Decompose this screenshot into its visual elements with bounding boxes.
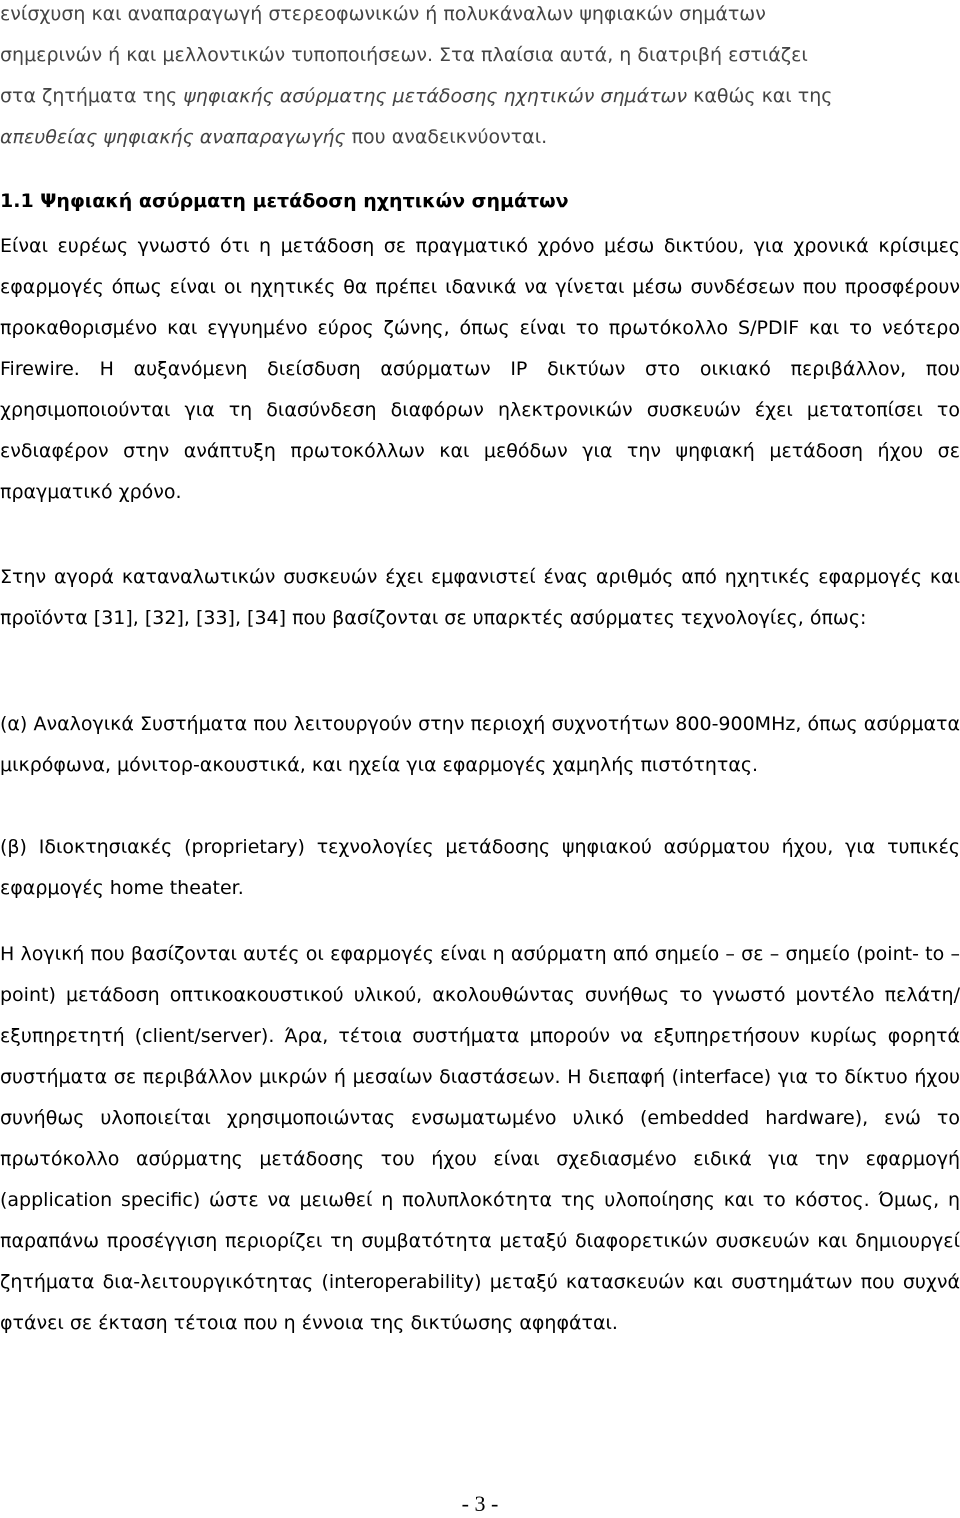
- intro-paragraph: [0, 0, 960, 158]
- paragraph-1: [0, 226, 960, 513]
- paragraph-3: [0, 934, 960, 1344]
- paragraph-2: [0, 557, 960, 639]
- list-item-text: (β) Ιδιοκτησιακές (proprietary) τεχνολογίες μετάδοσης ψηφιακού ασύρματου ήχου, για τυπικές εφαρμογές home theater.: [0, 836, 960, 899]
- intro-line: [0, 117, 960, 158]
- intro-text: ενίσχυση και αναπαραγωγή στερεοφωνικών ή πολυκάναλων ψηφιακών σημάτων: [0, 3, 766, 25]
- intro-line: [0, 76, 960, 117]
- intro-emphasis: ψηφιακής ασύρματης μετάδοσης ηχητικών σημάτων: [183, 85, 688, 107]
- intro-line: [0, 0, 960, 35]
- intro-text: καθώς και της: [687, 85, 833, 107]
- paragraph-text: Στην αγορά καταναλωτικών συσκευών έχει εμφανιστεί ένας αριθμός από ηχητικές εφαρμογές και προϊόντα [31], [32], [33], [34] που βασίζονται σε υπαρκτές ασύρματες τεχνολογίες, όπως:: [0, 566, 960, 629]
- intro-emphasis: απευθείας ψηφιακής αναπαραγωγής: [0, 126, 346, 148]
- intro-text: σημερινών ή και μελλοντικών τυποποιήσεων. Στα πλαίσια αυτά, η διατριβή εστιάζει: [0, 44, 808, 66]
- list-item-b: [0, 827, 960, 909]
- intro-line: [0, 35, 960, 76]
- intro-text: που αναδεικνύονται.: [345, 126, 548, 148]
- page-number: - 3 -: [461, 1491, 499, 1516]
- paragraph-text: Είναι ευρέως γνωστό ότι η μετάδοση σε πραγματικό χρόνο μέσω δικτύου, για χρονικά κρίσιμες εφαρμογές όπως είναι οι ηχητικές θα πρέπει ιδανικά να γίνεται μέσω συνδέσεων που προσφέρουν προκαθορισμένο και εγγυημένο εύρος ζώνης, όπως είναι το πρωτόκολλο S/PDIF και το νεότερο Firewire. Η αυξανόμενη διείσδυση ασύρματων IP δικτύων στο οικιακό περιβάλλον, που χρησιμοποιούνται για τη διασύνδεση διαφόρων ηλεκτρονικών συσκευών έχει μετατοπίσει το ενδιαφέρον στην ανάπτυξη πρωτοκόλλων και μεθόδων για την ψηφιακή μετάδοση ήχου σε πραγματικό χρόνο.: [0, 235, 960, 503]
- paragraph-text: Η λογική που βασίζονται αυτές οι εφαρμογές είναι η ασύρματη από σημείο – σε – σημείο (point- to – point) μετάδοση οπτικοακουστικού υλικού, ακολουθώντας συνήθως το γνωστό μοντέλο πελάτη/εξυπηρετητή (client/server). Άρα, τέτοια συστήματα μπορούν να εξυπηρετήσουν κυρίως φορητά συστήματα σε περιβάλλον μικρών ή μεσαίων διαστάσεων. Η διεπαφή (interface) για το δίκτυο ήχου συνήθως υλοποιείται χρησιμοποιώντας ενσωματωμένο υλικό (embedded hardware), ενώ το πρωτόκολλο ασύρματης μετάδοσης του ήχου είναι σχεδιασμένο ειδικά για την εφαρμογή (application specific) ώστε να μειωθεί η πολυπλοκότητα της υλοποίησης και το κόστος. Όμως, η παραπάνω προσέγγιση περιορίζει τη συμβατότητα μεταξύ διαφορετικών συσκευών και δημιουργεί ζητήματα δια-λειτουργικότητας (interoperability) μεταξύ κατασκευών και συστημάτων που συχνά φτάνει σε έκταση τέτοια που η έννοια της δικτύωσης αφηφάται.: [0, 943, 960, 1334]
- intro-text: στα ζητήματα της: [0, 85, 184, 107]
- section-heading: 1.1 Ψηφιακή ασύρματη μετάδοση ηχητικών σημάτων: [0, 190, 569, 212]
- list-item-text: (α) Αναλογικά Συστήματα που λειτουργούν στην περιοχή συχνοτήτων 800-900MHz, όπως ασύρματα μικρόφωνα, μόνιτορ-ακουστικά, και ηχεία για εφαρμογές χαμηλής πιστότητας.: [0, 713, 960, 776]
- list-item-a: [0, 704, 960, 786]
